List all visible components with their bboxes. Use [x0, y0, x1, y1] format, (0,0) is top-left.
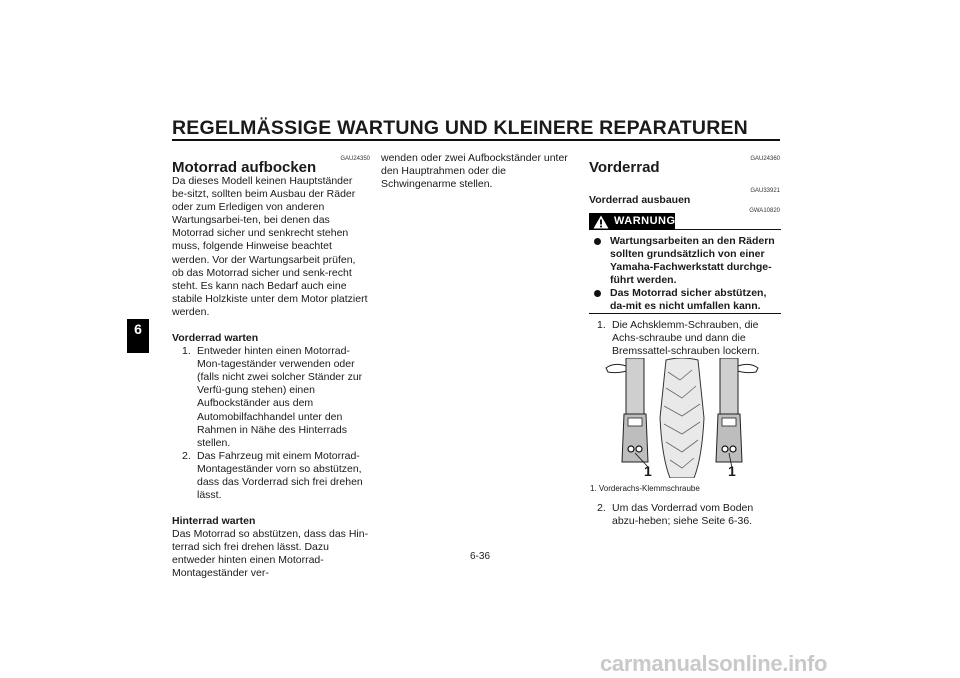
warning-label: WARNUNG	[614, 215, 676, 227]
rear-wheel-paragraph: Das Motorrad so abstützen, dass das Hin-terrad sich frei drehen lässt. Dazu entweder hinten einen Motorrad-Montageständer ver-	[172, 528, 369, 580]
page-header-title: REGELMÄSSIGE WARTUNG UND KLEINERE REPARATUREN	[172, 117, 748, 139]
list-number: 1.	[182, 345, 191, 358]
warning-bullet-text: Wartungsarbeiten an den Rädern sollten grundsätzlich von einer Yamaha-Fachwerkstatt durchge-führt werden.	[610, 235, 775, 286]
intro-paragraph: Da dieses Modell keinen Hauptständer be-sitzt, sollten beim Ausbau der Räder oder zum Erledigen von anderen Wartungsarbei-ten, bei denen das Motorrad sicher und senkrecht stehen muss, folgende Hinweise beachtet werden. Vor der Wartungsarbeit prüfen, ob das Motorrad sicher und senk-recht steht. Es kann nach Bedarf auch eine stabile Holzkiste unter dem Motor platziert werden.	[172, 175, 368, 318]
warning-list	[591, 235, 781, 313]
watermark-link[interactable]: carmanualsonline.info	[600, 651, 828, 676]
front-axle-figure	[604, 358, 760, 478]
column-2-paragraph: wenden oder zwei Aufbockständer unter den Hauptrahmen oder die Schwingenarme stellen.	[381, 152, 568, 191]
list-item	[587, 319, 781, 358]
warning-triangle-icon	[593, 215, 609, 229]
callout-number: 1	[644, 463, 652, 479]
list-text: Um das Vorderrad vom Boden abzu-heben; siehe Seite 6-36.	[612, 502, 754, 528]
list-text: Das Fahrzeug mit einem Motorrad-Montageständer vorn so abstützen, dass das Vorderrad sich frei drehen lässt.	[197, 449, 363, 502]
list-text: Die Achsklemm-Schrauben, die Achs-schraube und dann die Bremssattel-schrauben lockern.	[612, 319, 760, 358]
section-code: GAU24360	[750, 156, 780, 162]
section-title-vorderrad: Vorderrad	[589, 159, 660, 176]
warning-badge	[589, 213, 675, 230]
front-fork-illustration	[604, 358, 760, 478]
page-number: 6-36	[469, 551, 490, 562]
warning-rule-bottom	[589, 313, 781, 314]
column-1	[172, 175, 370, 581]
section-code: GAU24350	[340, 156, 370, 162]
list-number: 2.	[597, 502, 606, 514]
warning-bullet	[591, 287, 781, 313]
bullet-dot-icon	[594, 238, 601, 245]
warning-bullet	[591, 235, 781, 287]
steps-list	[587, 502, 781, 528]
list-number: 1.	[597, 319, 606, 331]
bullet-dot-icon	[594, 290, 601, 297]
subsection-code: GAU33921	[750, 188, 780, 194]
list-text: Entweder hinten einen Motorrad-Mon-tageständer verwenden oder (falls nicht zwei solcher Ständer zur Verfü-gung stehen) einen Aufbockständer aus dem Automobilfachhandel unter den Rahmen in Nähe des Hinterrads stellen.	[197, 345, 363, 449]
callout-number: 1	[728, 463, 736, 479]
list-number: 2.	[182, 449, 191, 462]
front-wheel-heading: Vorderrad warten	[172, 332, 259, 345]
list-item	[587, 502, 781, 528]
warning-bullet-text: Das Motorrad sicher abstützen, da-mit es nicht umfallen kann.	[610, 287, 767, 312]
section-title-aufbocken: Motorrad aufbocken	[172, 159, 317, 176]
header-rule	[172, 139, 780, 141]
rear-wheel-heading: Hinterrad warten	[172, 515, 256, 528]
chapter-tab-number: 6	[134, 321, 142, 337]
list-item	[172, 345, 370, 450]
steps-list	[587, 319, 781, 358]
front-wheel-remove-heading: Vorderrad ausbauen	[589, 194, 691, 206]
warning-rule-top	[675, 229, 781, 230]
figure-caption: 1. Vorderachs-Klemmschraube	[590, 484, 700, 493]
list-item	[172, 450, 370, 502]
warning-code: GWA10820	[749, 208, 780, 214]
